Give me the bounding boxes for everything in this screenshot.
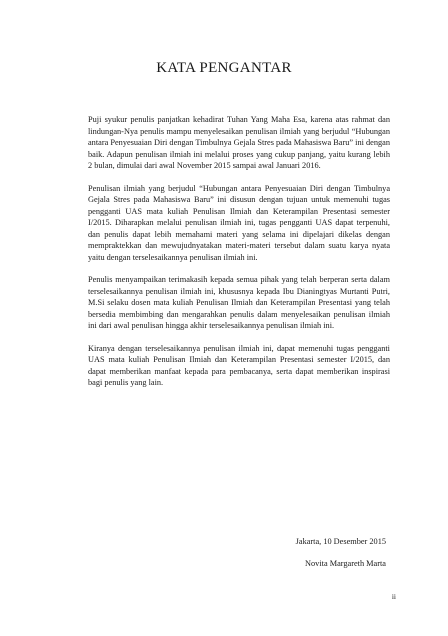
paragraph-4: Kiranya dengan terselesaikannya penulisan ilmiah ini, dapat memenuhi tugas pengganti UAS mata kuliah Penulisan Ilmiah dan Keterampilan Presentasi semester I/2015, dan dapat memberikan manfaat kepada para pembacanya, serta dapat memberikan inspirasi bagi penulis yang lain. xyxy=(88,343,390,387)
page-title: KATA PENGANTAR xyxy=(156,60,292,76)
signature-author: Novita Margareth Marta xyxy=(305,559,386,568)
signature-block xyxy=(296,536,386,570)
paragraph-3: Penulis menyampaikan terimakasih kepada semua pihak yang telah berperan serta dalam terselesaikannya penulisan ilmiah ini, khususnya kepada Ibu Dianingtyas Murtanti Putri, M.Si selaku dosen mata kuliah Penulisan Ilmiah dan Keterampilan Presentasi yang telah bersedia membimbing dan mengarahkan penulis dalam menyelesaikan penulisan ilmiah ini dari awal penulisan hingga akhir terselesaikannya penulisan ilmiah ini. xyxy=(88,275,390,330)
paragraph-1: Puji syukur penulis panjatkan kehadirat Tuhan Yang Maha Esa, karena atas rahmat dan lindungan-Nya penulis mampu menyelesaikan penulisan ilmiah yang berjudul “Hubungan antara Penyesuaian Diri dengan Timbulnya Gejala Stres pada Mahasiswa Baru” ini dengan baik. Adapun penulisan ilmiah ini melalui proses yang cukup panjang, yaitu kurang lebih 2 bulan, dimulai dari awal November 2015 sampai awal Januari 2016. xyxy=(88,115,390,170)
signature-place-date: Jakarta, 10 Desember 2015 xyxy=(295,537,386,546)
page-number: ii xyxy=(391,592,396,601)
document-body xyxy=(88,114,390,400)
paragraph-2: Penulisan ilmiah yang berjudul “Hubungan antara Penyesuaian Diri dengan Timbulnya Gejala Stres pada Mahasiswa Baru” ini disusun dengan tujuan untuk memenuhi tugas pengganti UAS mata kuliah Penulisan Ilmiah dan Keterampilan Presentasi semester I/2015. Diharapkan melalui penulisan ilmiah ini, tugas pengganti UAS dapat terpenuhi, dan penulis dapat lebih memahami materi yang selama ini dipelajari dikelas dengan mempraktekkan dan mewujudnyatakan materi-materi tersebut dalam suatu karya nyata yaitu dengan terselesaikannya penulisan ilmiah ini. xyxy=(88,183,390,262)
